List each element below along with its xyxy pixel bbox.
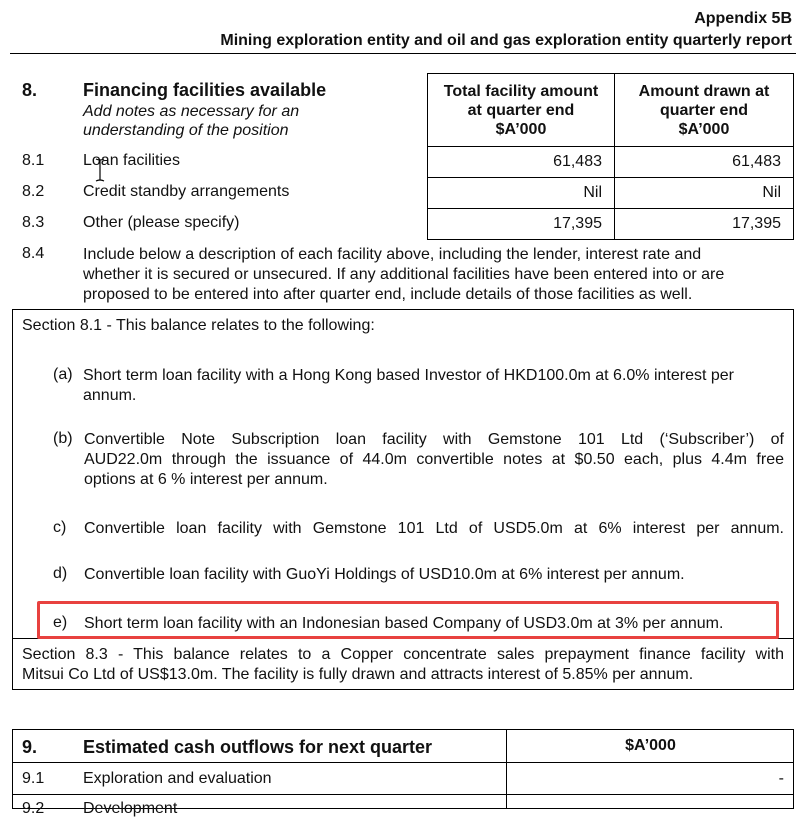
row-8-4-line3: proposed to be entered into after quarter end, include details of those facilities as well. <box>83 286 693 303</box>
row-8-1-drawn: 61,483 <box>614 146 794 178</box>
col2-line1: Amount drawn at <box>638 82 770 100</box>
row-8-2-drawn: Nil <box>614 177 794 209</box>
row-8-1-total: 61,483 <box>427 146 615 178</box>
appendix-label: Appendix 5B <box>694 10 792 27</box>
item-e-highlight-box <box>37 601 779 639</box>
col1-line2: at quarter end <box>467 101 575 119</box>
item-d-letter: d) <box>53 565 68 582</box>
header-divider <box>10 53 796 54</box>
section-8-note-line1: Add notes as necessary for an <box>83 103 300 120</box>
row-8-4-line1: Include below a description of each facility above, including the lender, interest rate and <box>83 246 702 263</box>
row-8-1-number: 8.1 <box>22 152 45 169</box>
item-a-letter: (a) <box>53 366 73 383</box>
row-8-3-number: 8.3 <box>22 214 45 231</box>
row-8-3-total: 17,395 <box>427 208 615 240</box>
row-8-2-number: 8.2 <box>22 183 45 200</box>
col2-line2: quarter end <box>659 101 748 119</box>
row-8-4-line2: whether it is secured or unsecured. If any additional facilities have been entered into or are <box>83 266 725 283</box>
section-8-number: 8. <box>22 80 38 100</box>
report-title: Mining exploration entity and oil and gas exploration entity quarterly report <box>220 32 792 49</box>
row-9-1-value: - <box>778 770 784 787</box>
item-b-line1: Convertible Note Subscription loan facility with Gemstone 101 Ltd (‘Subscriber’) of <box>84 431 784 448</box>
item-a-line2: annum. <box>83 387 137 404</box>
col1-line3: $A’000 <box>495 120 547 138</box>
item-b-line3: options at 6 % interest per annum. <box>84 471 328 488</box>
row-8-2-total: Nil <box>427 177 615 209</box>
section-9-col-header: $A’000 <box>625 737 676 754</box>
text-cursor-icon <box>95 158 105 182</box>
row-8-4-number: 8.4 <box>22 245 45 262</box>
col-total-facility-header <box>427 73 615 147</box>
row-9-1-label: Exploration and evaluation <box>83 770 272 787</box>
item-b-line2: AUD22.0m through the issuance of 44.0m convertible notes at $0.50 each, plus 4.4m free <box>84 451 784 468</box>
notes-intro: Section 8.1 - This balance relates to the following: <box>22 317 375 334</box>
section-8-3-note-line2: Mitsui Co Ltd of US$13.0m. The facility is fully drawn and attracts interest of 5.85% per annum. <box>22 666 694 683</box>
row-8-3-label: Other (please specify) <box>83 214 240 231</box>
row-9-1-number: 9.1 <box>22 770 45 787</box>
item-e-line1: Short term loan facility with an Indonesian based Company of USD3.0m at 3% per annum. <box>84 615 724 632</box>
section-9-title: Estimated cash outflows for next quarter <box>83 737 433 757</box>
item-e-letter: e) <box>53 614 68 631</box>
col1-line1: Total facility amount <box>443 82 599 100</box>
item-b-letter: (b) <box>53 430 73 447</box>
col2-line3: $A’000 <box>678 120 730 138</box>
row-9-2-number: 9.2 <box>22 800 45 817</box>
section-8-3-note-line1: Section 8.3 - This balance relates to a Copper concentrate sales prepayment finance facility with <box>22 646 784 663</box>
row-9-2-label: Development <box>83 800 178 817</box>
section-8-note-line2: understanding of the position <box>83 122 289 139</box>
item-a-line1: Short term loan facility with a Hong Kong based Investor of HKD100.0m at 6.0% interest per <box>83 367 734 384</box>
item-c-line1: Convertible loan facility with Gemstone 101 Ltd of USD5.0m at 6% interest per annum. <box>84 520 784 537</box>
item-c-letter: c) <box>53 519 67 536</box>
row-8-2-label: Credit standby arrangements <box>83 183 290 200</box>
item-d-line1: Convertible loan facility with GuoYi Holdings of USD10.0m at 6% interest per annum. <box>84 566 685 583</box>
section-9-number: 9. <box>22 737 38 757</box>
row-8-3-drawn: 17,395 <box>614 208 794 240</box>
row-8-1-label: Loan facilities <box>83 152 180 169</box>
section-8-title: Financing facilities available <box>83 80 327 100</box>
col-amount-drawn-header <box>614 73 794 147</box>
